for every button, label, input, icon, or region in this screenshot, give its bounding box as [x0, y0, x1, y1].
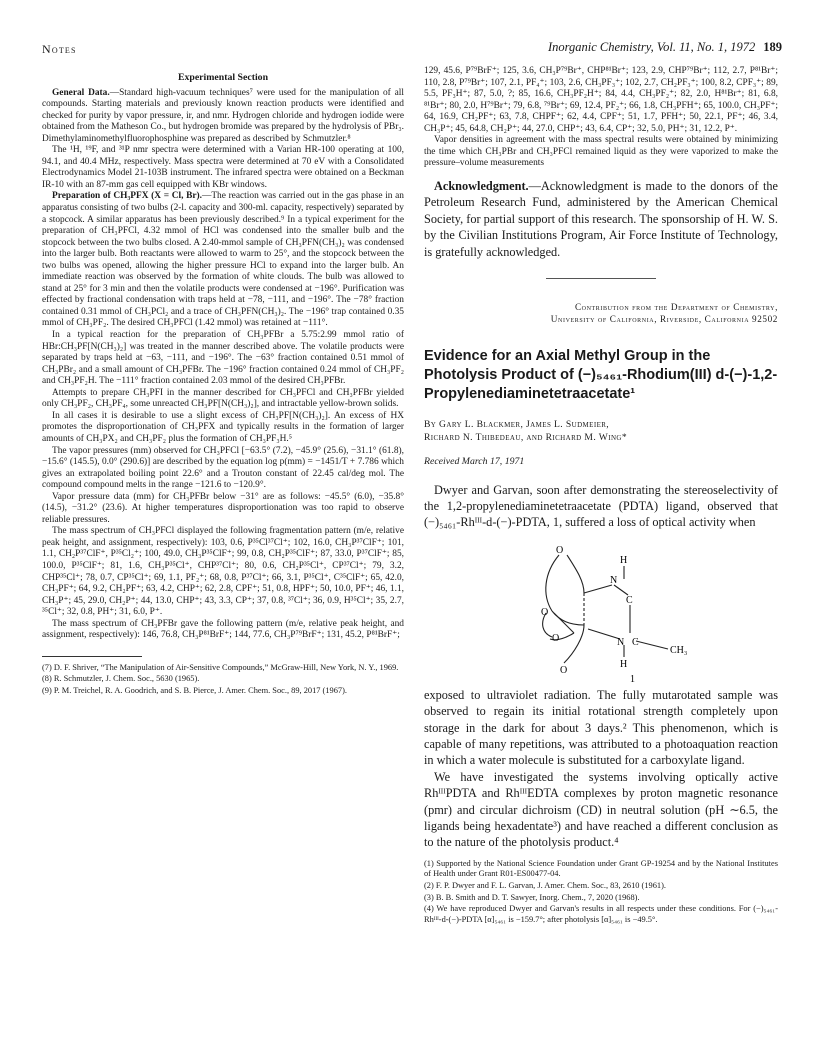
atom-label: N — [610, 574, 618, 586]
paragraph-body: exposed to ultraviolet radiation. The fully mutarotated sample was observed to regain its initial rotational strength completely upon storage in the dark for about 3 days.² This phenomenon, which is capable of many repetitions, was attributed to a photoaquation reaction in which a water molecule is substituted for a carboxylate ligand. — [424, 687, 778, 768]
paragraph-mass-spectrum-continued: 129, 45.6, P⁷⁹BrF⁺; 125, 3.6, CH₃P⁷⁹Br⁺, CHP⁸¹Br⁺; 123, 2.9, CHP⁷⁹Br⁺; 112, 2.7, P⁸¹Br⁺; 110, 2.8, P⁷⁹Br⁺; 107, 2.1, PF₄⁺; 103, 2.6, CH₃PF₃⁺; 102, 2.7, CH₂PF₃⁺; 100, 8.2, CPF₃⁺; 89, 5.5, PF₃H⁺; 87, 5.0, ?; 85, 16.6, CH₃PF₂H⁺; 84, 4.4, CH₃PF₂⁺; 82, 2.0, H⁸¹Br⁺; 81, 6.8, ⁸¹Br⁺; 80, 2.0, H⁷⁹Br⁺; 79, 6.8, ⁷⁹Br⁺; 69, 12.4, PF₂⁺; 66, 1.8, CH₃PFH⁺; 65, 100.0, CH₃PF⁺; 64, 16.9, CH₂PF⁺; 63, 7.8, CHPF⁺; 62, 4.4, CPF⁺; 51, 1.7, PFH⁺; 50, 22.1, PF⁺; 46, 3.4, CH₃P⁺; 45, 64.8, CH₂P⁺; 44, 27.0, CHP⁺; 43, 6.4, CP⁺; 32, 5.0, PH⁺; 31, 12.2, P⁺. — [424, 66, 778, 134]
paragraph-body: We have investigated the systems involving optically active RhᴵᴵᴵPDTA and RhᴵᴵᴵEDTA complexes by proton magnetic resonance (pmr) and circular dichroism (CD) in neutral solution (pH ∼6.5, the ligands being hexadentate³) and have reached a different conclusion as to the nature of the photolysis product.⁴ — [424, 769, 778, 850]
paragraph-mass-spectrum-cl: The mass spectrum of CH₃PFCl displayed the following fragmentation pattern (m/e, relative peak height, and assignment, respectively): 103, 0.6, P³⁵Cl³⁷Cl⁺; 102, 16.0, CH₃P³⁷ClF⁺; 101, 1.1, CH₂P³⁷ClF⁺, P³⁵Cl₂⁺; 100, 49.0, CH₃P³⁵ClF⁺; 99, 0.8, CH₂P³⁵ClF⁺; 87, 33.0, P³⁷ClF⁺; 85, 100.0, P³⁵ClF⁺; 81, 1.6, CH₃P³⁵Cl⁺, CHP³⁷Cl⁺; 80, 0.6, CH₂P³⁵Cl⁺, CP³⁷Cl⁺; 79, 3.2, CHP³⁵Cl⁺; 78, 0.7, CP³⁵Cl⁺; 69, 1.1, PF₂⁺; 68, 0.8, P³⁷Cl⁺; 66, 3.1, P³⁵Cl⁺, C³⁵ClF⁺; 65, 42.0, CH₃PF⁺; 64, 9.2, CH₂PF⁺; 63, 4.2, CHP⁺; 62, 2.8, CPF⁺; 51, 0.8, HPF⁺; 50, 10.0, PF⁺; 46, 1.1, CH₃P⁺; 45, 29.0, CH₂P⁺; 44, 13.0, CHP⁺; 43, 3.3, CP⁺; 37, 0.8, ³⁷Cl⁺; 36, 0.9, H³⁵Cl⁺; 35, 2.7, ³⁵Cl⁺; 32, 0.8, PH⁺; 31, 6.0, P⁺. — [42, 526, 404, 618]
atom-label: N — [617, 636, 625, 648]
compound-number: 1 — [630, 673, 635, 683]
footnote: (8) R. Schmutzler, J. Chem. Soc., 5630 (1965). — [42, 674, 200, 684]
atom-label: C — [626, 594, 633, 606]
footnote: (3) B. B. Smith and D. T. Sawyer, Inorg. Chem., 7, 2020 (1968). — [424, 892, 640, 902]
paragraph-nmr: The ¹H, ¹⁹F, and ³¹P nmr spectra were determined with a Varian HR-100 operating at 100, 94.1, and 40.4 MHz, respectively. Mass spectra were determined at 70 eV with a Consolidated Electrodynamics Model 21-103B instrument. The infrared spectra were obtained on a Beckman IR-10 with an 87-mm gas cell equipped with KBr windows. — [42, 145, 404, 190]
paragraph-vapor-pressure: The vapor pressures (mm) observed for CH₃PFCl [−63.5° (7.2), −45.9° (25.6), −31.1° (61.8), −15.6° (145.5), 0.0° (290.6)] are described by the equation log p(mm) = −1451/T + 7.786 which gives an extrapolated boiling point 22.6° and a Trouton constant of 22.45 cal/deg mol. The compound compound melts in the range −121.6 to −120.9°. — [42, 445, 404, 491]
running-header-left: Notes — [42, 42, 77, 56]
atom-label: O — [552, 632, 560, 644]
paragraph-mass-spectrum-br: The mass spectrum of CH₃PFBr gave the following pattern (m/e, relative peak height, and assignment, respectively): 146, 76.8, CH₃P⁸¹BrF⁺; 144, 77.6, CH₃P⁷⁹BrF⁺; 131, 45.2, P⁸¹BrF⁺; — [42, 618, 404, 641]
footnote: (4) We have reproduced Dwyer and Garvan's results in all respects under these conditions. For (−)₅₄₆₁-Rhᴵᴵᴵ-d-(−)-PDTA [α]₅₄₆₁ is −159.7°; after photolysis [α]₅₄₆₁ is −49.5°. — [424, 904, 778, 924]
footnote: (9) P. M. Treichel, R. A. Goodrich, and S. B. Pierce, J. Amer. Chem. Soc., 89, 2017 (1967). — [42, 685, 347, 695]
footnotes-right — [424, 859, 778, 926]
rh-pdta-structure — [424, 533, 778, 683]
paragraph-bromide: In a typical reaction for the preparation of CH₃PFBr a 5.75:2.99 mmol ratio of HBr:CH₃PF[N(CH₃)₂] was treated in the manner described above. The volatile products were separated by traps held at −63, −111, and −196°. The −63° fraction contained 0.51 mmol of CH₃PBr₂ and a small amount of CH₃PFBr. The −196° fraction contained 0.24 mmol of CH₃PF₂ and CH₃PF₂H. The −111° fraction contained 2.03 mmol of the desired CH₃PFBr. — [42, 330, 404, 387]
section-heading: Experimental Section — [177, 72, 269, 83]
contribution-line: University of California, Riverside, California 92502 — [550, 313, 778, 324]
journal-citation: Inorganic Chemistry, Vol. 11, No. 1, 1972 — [547, 40, 756, 54]
footnote: (7) D. F. Shriver, “The Manipulation of Air-Sensitive Compounds,” McGraw-Hill, New York, N. Y., 1969. — [42, 662, 399, 672]
paragraph-general — [42, 88, 404, 146]
atom-label: H — [620, 554, 628, 566]
article-divider — [546, 278, 656, 279]
right-column — [424, 66, 778, 926]
atom-label: H — [620, 658, 628, 670]
paragraph-text: —The reaction was carried out in the gas phase in an apparatus consisting of two bulbs (2-l. capacity and 300-ml. capacity, respectively) separated by a stopcock. A similar apparatus has been previously described.⁹ In a typical experiment for the preparation of CH₃PFCl, 4.32 mmol of HCl was condensed into the smaller bulb and the stopcock between the two bulbs closed. A 2.40-mmol sample of CH₃PFN(CH₃)₂ was condensed into the larger bulb. Both reactants were allowed to warm to 25°, and the stopcock between the two bulbs was opened, allowing the higher pressure HCl to expand into the larger bulb. An immediate reaction was observed by the formation of white clouds. The bulb was allowed to stand at 25° for 3 min and then the volatile products were condensed at −196°. Purification was effected by fractional condensation with traps held at −78, −111, and −196°. The −78° fraction contained 0.31 mmol of CH₃PCl₂ and a trace of CH₃PFN(CH₃)₂. The −196° trap contained 0.35 mmol of CH₃PF₂. The desired CH₃PFCl (1.42 mmol) was retained at −111°. — [42, 191, 404, 329]
article-title: Evidence for an Axial Methyl Group in the Photolysis Product of (−)₅₄₆₁-Rhodium(III) d-(−)-1,2-Propylenediaminetetraacetate¹ — [424, 347, 778, 402]
footnote-divider — [42, 656, 142, 657]
author-line: By Gary L. Blackmer, James L. Sudmeier, — [424, 418, 610, 430]
paragraph-vapor-density: Vapor densities in agreement with the mass spectral results were obtained by minimizing the time which CH₃PBr and CH₃PFCl remained liquid as they were vaporized to make the pressure–volume measurements — [424, 135, 778, 169]
methyl-label: CH₃ — [670, 644, 688, 656]
paragraph-text: —Standard high-vacuum techniques⁷ were used for the manipulation of all compounds. Starting materials and previously known reaction products were identified and checked for purity by vapor pressure, ir, and nmr. Hydrogen chloride and hydrogen iodide were obtained from the Matheson Co., but hydrogen bromide was prepared by the hydrolysis of PBr₃. Dimethylaminomethylfluorophosphine was prepared as described by Schmutzler.⁸ — [42, 87, 404, 144]
running-header-right — [548, 40, 782, 55]
received-date: Received March 17, 1971 — [424, 455, 525, 467]
atom-label: C — [632, 636, 639, 648]
author-line: Richard N. Thibedeau, and Richard M. Wing* — [424, 431, 628, 443]
footnote: (1) Supported by the National Science Foundation under Grant GP-19254 and by the National Institutes of Health under Grant R01-ES00477-04. — [424, 858, 778, 879]
paragraph-acknowledgment — [424, 178, 778, 260]
paragraph-preparation — [42, 191, 404, 330]
left-column — [42, 66, 404, 698]
run-in-heading: Acknowledgment. — [434, 178, 529, 193]
paragraph-vapor-pressure-br: Vapor pressure data (mm) for CH₃PFBr below −31° are as follows: −45.5° (6.0), −35.8° (14.5), −31.2° (23.6). At higher temperatures disproportionation was too rapid to observe reliable pressures. — [42, 491, 404, 525]
paragraph-iodide: Attempts to prepare CH₃PFI in the manner described for CH₃PFCl and CH₃PFBr yielded only CH₃PF₂, CH₃PF₄, some unreacted CH₃PF[N(CH₃)₂], and intractable yellow-brown solids. — [42, 387, 404, 410]
paragraph-excess: In all cases it is desirable to use a slight excess of CH₃PF[N(CH₃)₂]. An excess of HX promotes the disproportionation of CH₃PFX and typically results in the formation of larger amounts of CH₃PX₂ and CH₃PF₂ plus the formation of CH₃PF₃H.⁵ — [42, 410, 404, 444]
paragraph-intro: Dwyer and Garvan, soon after demonstrating the stereoselectivity of the 1,2-propylenediaminetetraacetate (PDTA) ligand, observed that (−)₅₄₆₁-Rhᴵᴵᴵ-d-(−)-PDTA, 1, suffered a loss of optical activity when — [424, 482, 778, 530]
atom-label: O — [556, 544, 564, 556]
run-in-heading: Preparation of CH₃PFX (X = Cl, Br). — [52, 191, 202, 202]
page-number: 189 — [763, 40, 782, 54]
structure-figure — [424, 533, 778, 683]
paragraph-text: —Acknowledgment is made to the donors of the Petroleum Research Fund, administered by the American Chemical Society, for partial support of this research. The sponsorship of H. W. S. by the Civilian Institutions Program, Air Force Institute of Technology, is gratefully acknowledged. — [424, 178, 778, 259]
footnote: (2) F. P. Dwyer and F. L. Garvan, J. Amer. Chem. Soc., 83, 2610 (1961). — [424, 880, 666, 890]
run-in-heading: General Data. — [52, 87, 110, 98]
atom-label: O — [541, 606, 549, 618]
contribution-line: Contribution from the Department of Chemistry, — [574, 301, 778, 312]
atom-label: O — [560, 664, 568, 676]
